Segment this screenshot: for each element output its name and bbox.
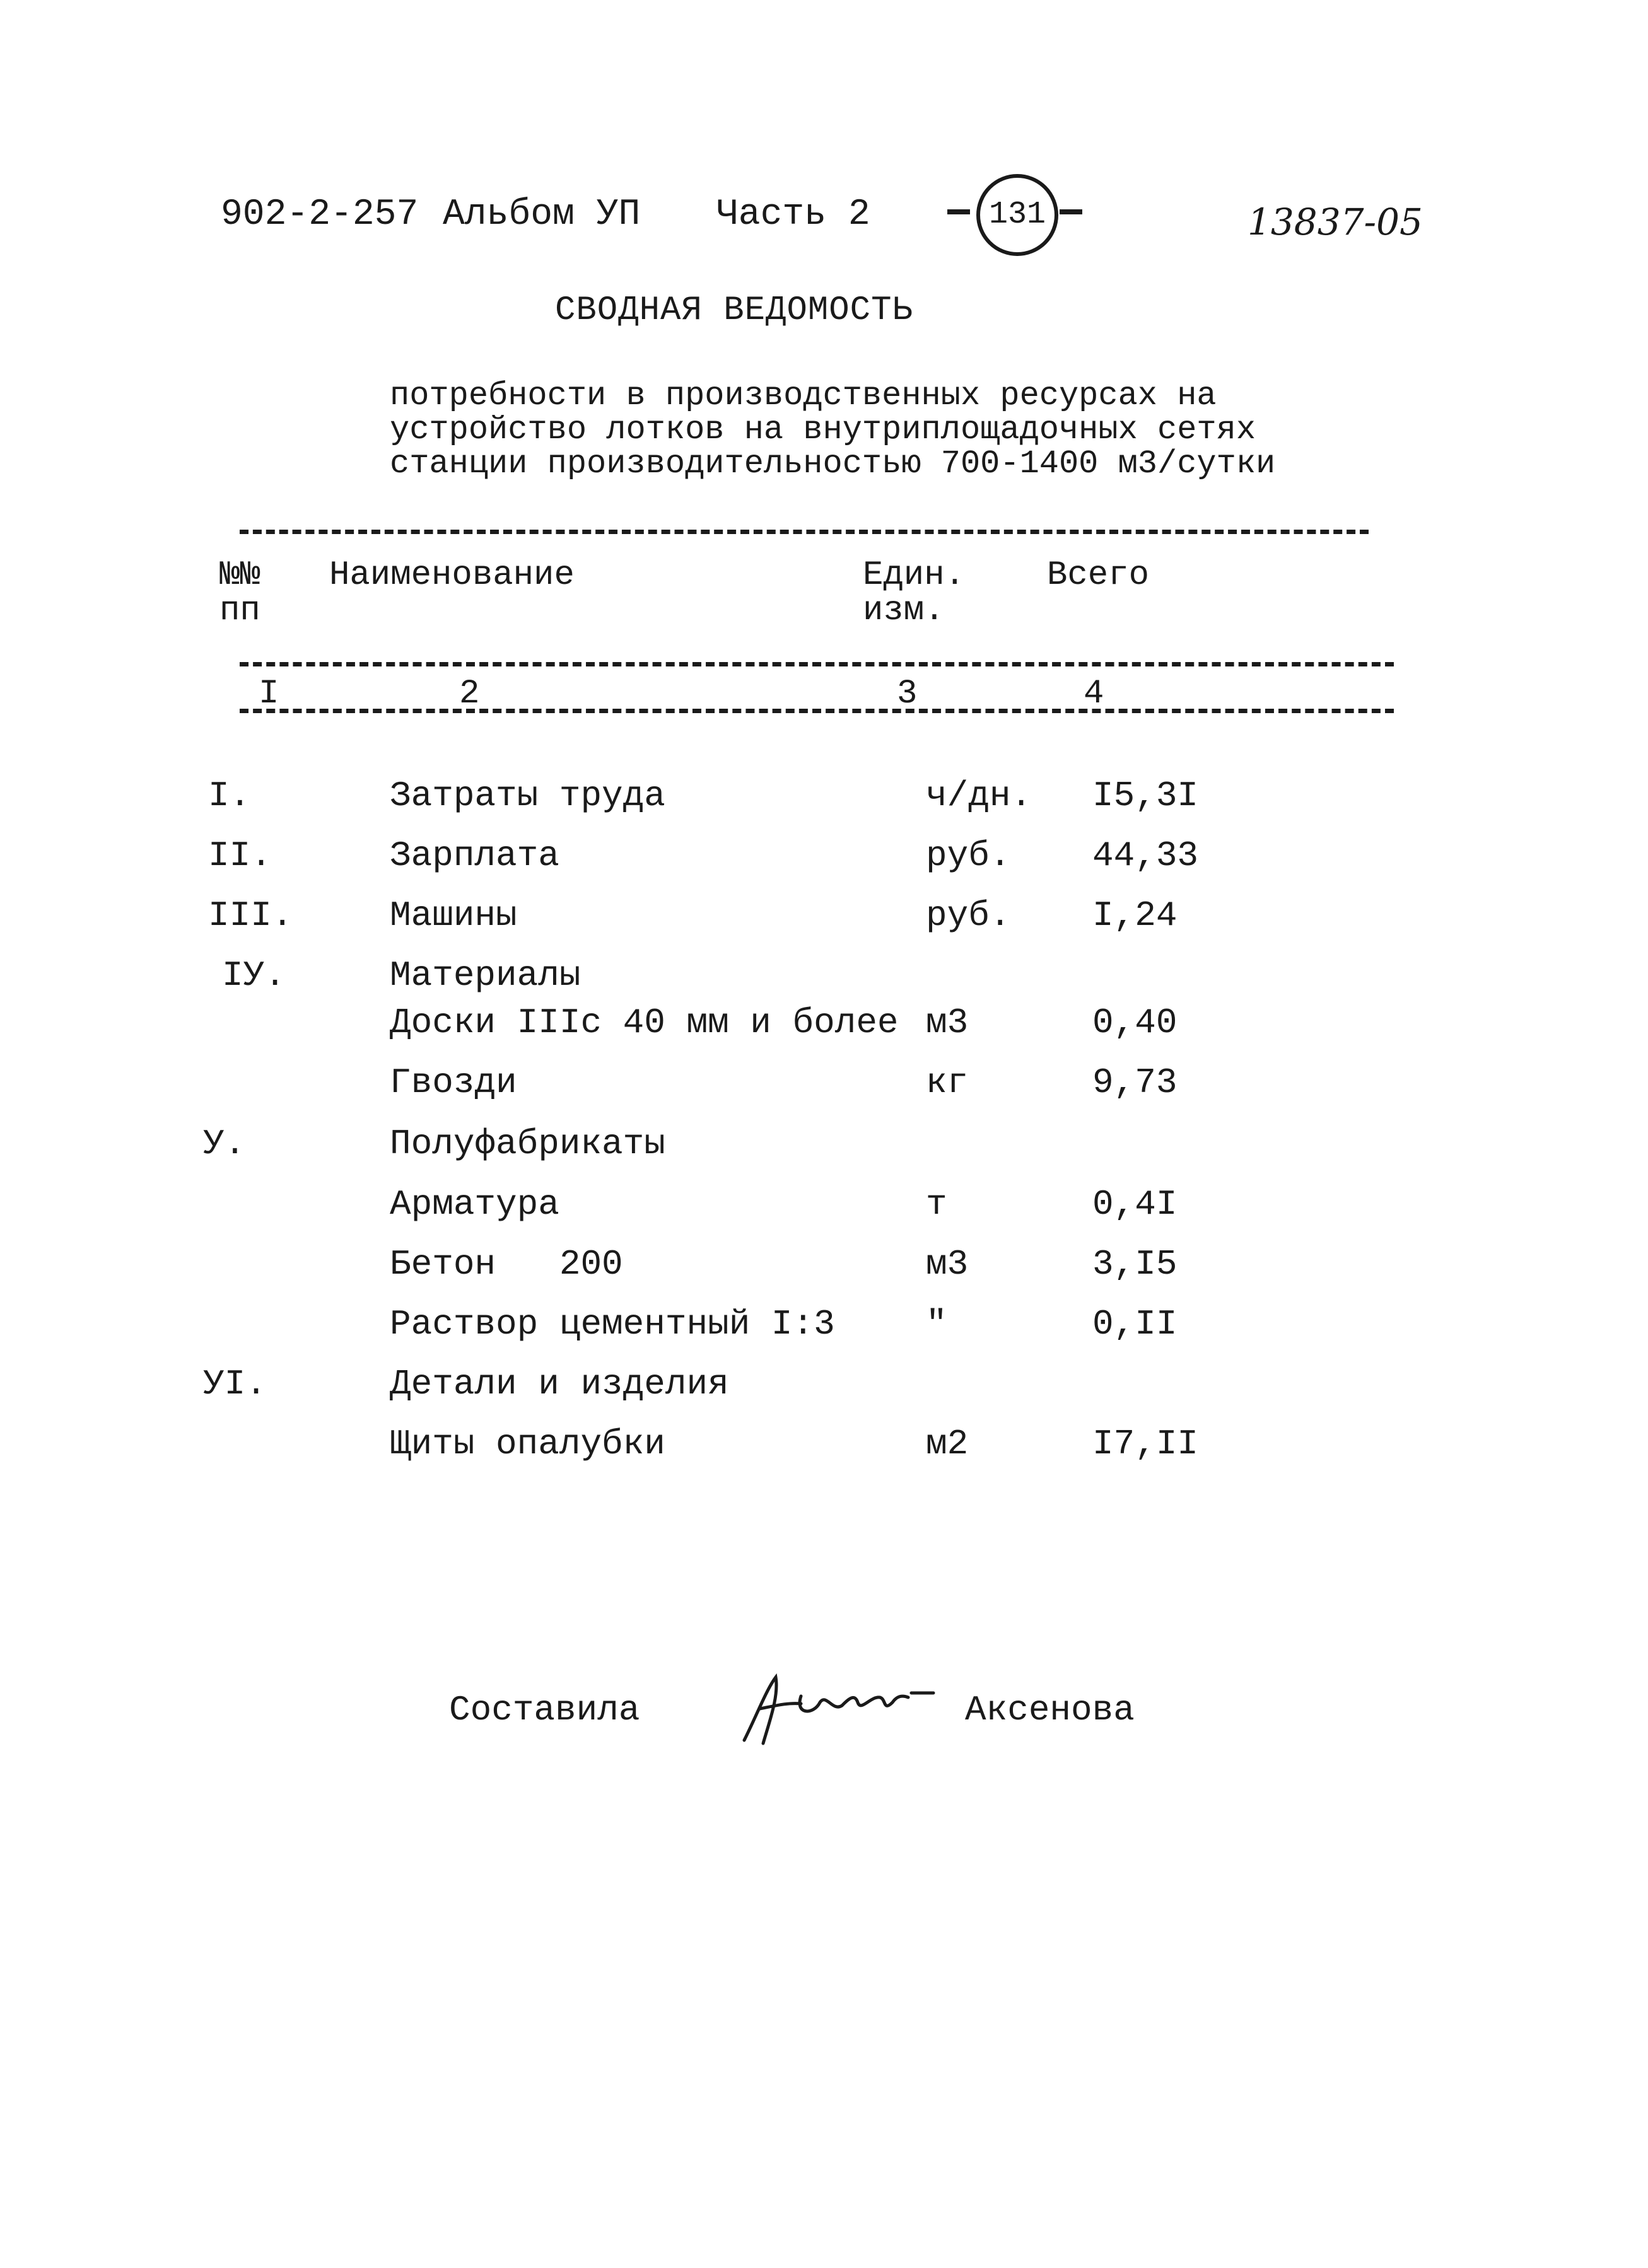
row-value: 0,40	[1092, 1003, 1178, 1043]
column-number-1: I	[259, 675, 279, 713]
table-row	[0, 1424, 1648, 1480]
row-name: Зарплата	[390, 835, 559, 876]
column-numbers-top-rule	[240, 662, 1394, 666]
row-value: 44,33	[1092, 835, 1199, 876]
row-number: III.	[208, 895, 293, 936]
row-number: II.	[208, 835, 272, 876]
row-value: 9,73	[1092, 1062, 1178, 1103]
row-name: Гвозди	[390, 1062, 517, 1103]
row-value: 0,II	[1092, 1304, 1178, 1344]
row-unit: ч/дн.	[926, 776, 1032, 816]
row-name: Арматура	[390, 1184, 559, 1224]
row-unit: м3	[926, 1244, 969, 1284]
row-name: Бетон 200	[390, 1244, 623, 1284]
header-total: Всего	[1047, 556, 1150, 595]
column-number-4: 4	[1084, 675, 1104, 713]
row-value: I5,3I	[1092, 776, 1199, 816]
row-value: 3,I5	[1092, 1244, 1178, 1284]
page-number-circle: 131	[976, 174, 1058, 256]
album-label: Альбом УП	[443, 194, 641, 235]
table-row	[0, 1304, 1648, 1361]
row-number: У.	[203, 1124, 246, 1164]
row-unit: руб.	[926, 895, 1011, 936]
table-row	[0, 835, 1648, 892]
table-row	[0, 1003, 1648, 1059]
document-number: 902-2-257	[221, 194, 419, 235]
column-numbers-bottom-rule	[240, 709, 1394, 713]
table-row	[0, 1062, 1648, 1119]
subtitle-line-1: потребности в производственных ресурсах на	[390, 377, 1217, 414]
compiled-by-label: Составила	[449, 1690, 640, 1730]
table-row	[0, 895, 1648, 952]
row-name: Полуфабрикаты	[390, 1124, 665, 1164]
column-number-3: 3	[897, 675, 918, 713]
row-name: Затраты труда	[390, 776, 665, 816]
row-unit: кг	[926, 1062, 969, 1103]
row-number: I.	[208, 776, 251, 816]
header-num-line2: пп	[219, 591, 260, 630]
table-row	[0, 776, 1648, 832]
header-num-line1: №№	[219, 556, 260, 595]
row-name: Раствор цементный I:3	[390, 1304, 835, 1344]
row-number: IУ.	[222, 955, 286, 996]
row-name: Доски IIIс 40 мм и более	[390, 1003, 899, 1043]
row-unit: м2	[926, 1424, 969, 1464]
page-number-left-tick	[947, 209, 970, 214]
row-value: I7,II	[1092, 1424, 1199, 1464]
part-label: Часть 2	[716, 194, 870, 235]
row-name: Материалы	[390, 955, 581, 996]
registration-number: 13837-05	[1248, 201, 1423, 243]
header-unit-line2: изм.	[863, 591, 945, 630]
table-row	[0, 1184, 1648, 1241]
page-number-right-tick	[1060, 209, 1082, 214]
table-row	[0, 1124, 1648, 1180]
column-number-2: 2	[459, 675, 480, 713]
subtitle-line-3: станции производительностью 700-1400 м3/сутки	[390, 445, 1276, 482]
header-name: Наименование	[329, 556, 575, 595]
subtitle-line-2: устройство лотков на внутриплощадочных сетях	[390, 411, 1256, 448]
document-title: СВОДНАЯ ВЕДОМОСТЬ	[555, 291, 913, 330]
header-unit-line1: Един.	[863, 556, 966, 595]
row-value: 0,4I	[1092, 1184, 1178, 1224]
handwritten-signature	[732, 1658, 940, 1753]
row-unit: т	[926, 1184, 947, 1224]
compiler-name: Аксенова	[965, 1690, 1135, 1730]
row-value: I,24	[1092, 895, 1178, 936]
table-row	[0, 1364, 1648, 1421]
row-name: Щиты опалубки	[390, 1424, 665, 1464]
row-unit: "	[926, 1304, 947, 1344]
table-top-rule	[240, 530, 1369, 534]
row-number: УI.	[203, 1364, 267, 1404]
row-name: Машины	[390, 895, 517, 936]
row-unit: м3	[926, 1003, 969, 1043]
table-row	[0, 1244, 1648, 1301]
row-name: Детали и изделия	[390, 1364, 729, 1404]
row-unit: руб.	[926, 835, 1011, 876]
